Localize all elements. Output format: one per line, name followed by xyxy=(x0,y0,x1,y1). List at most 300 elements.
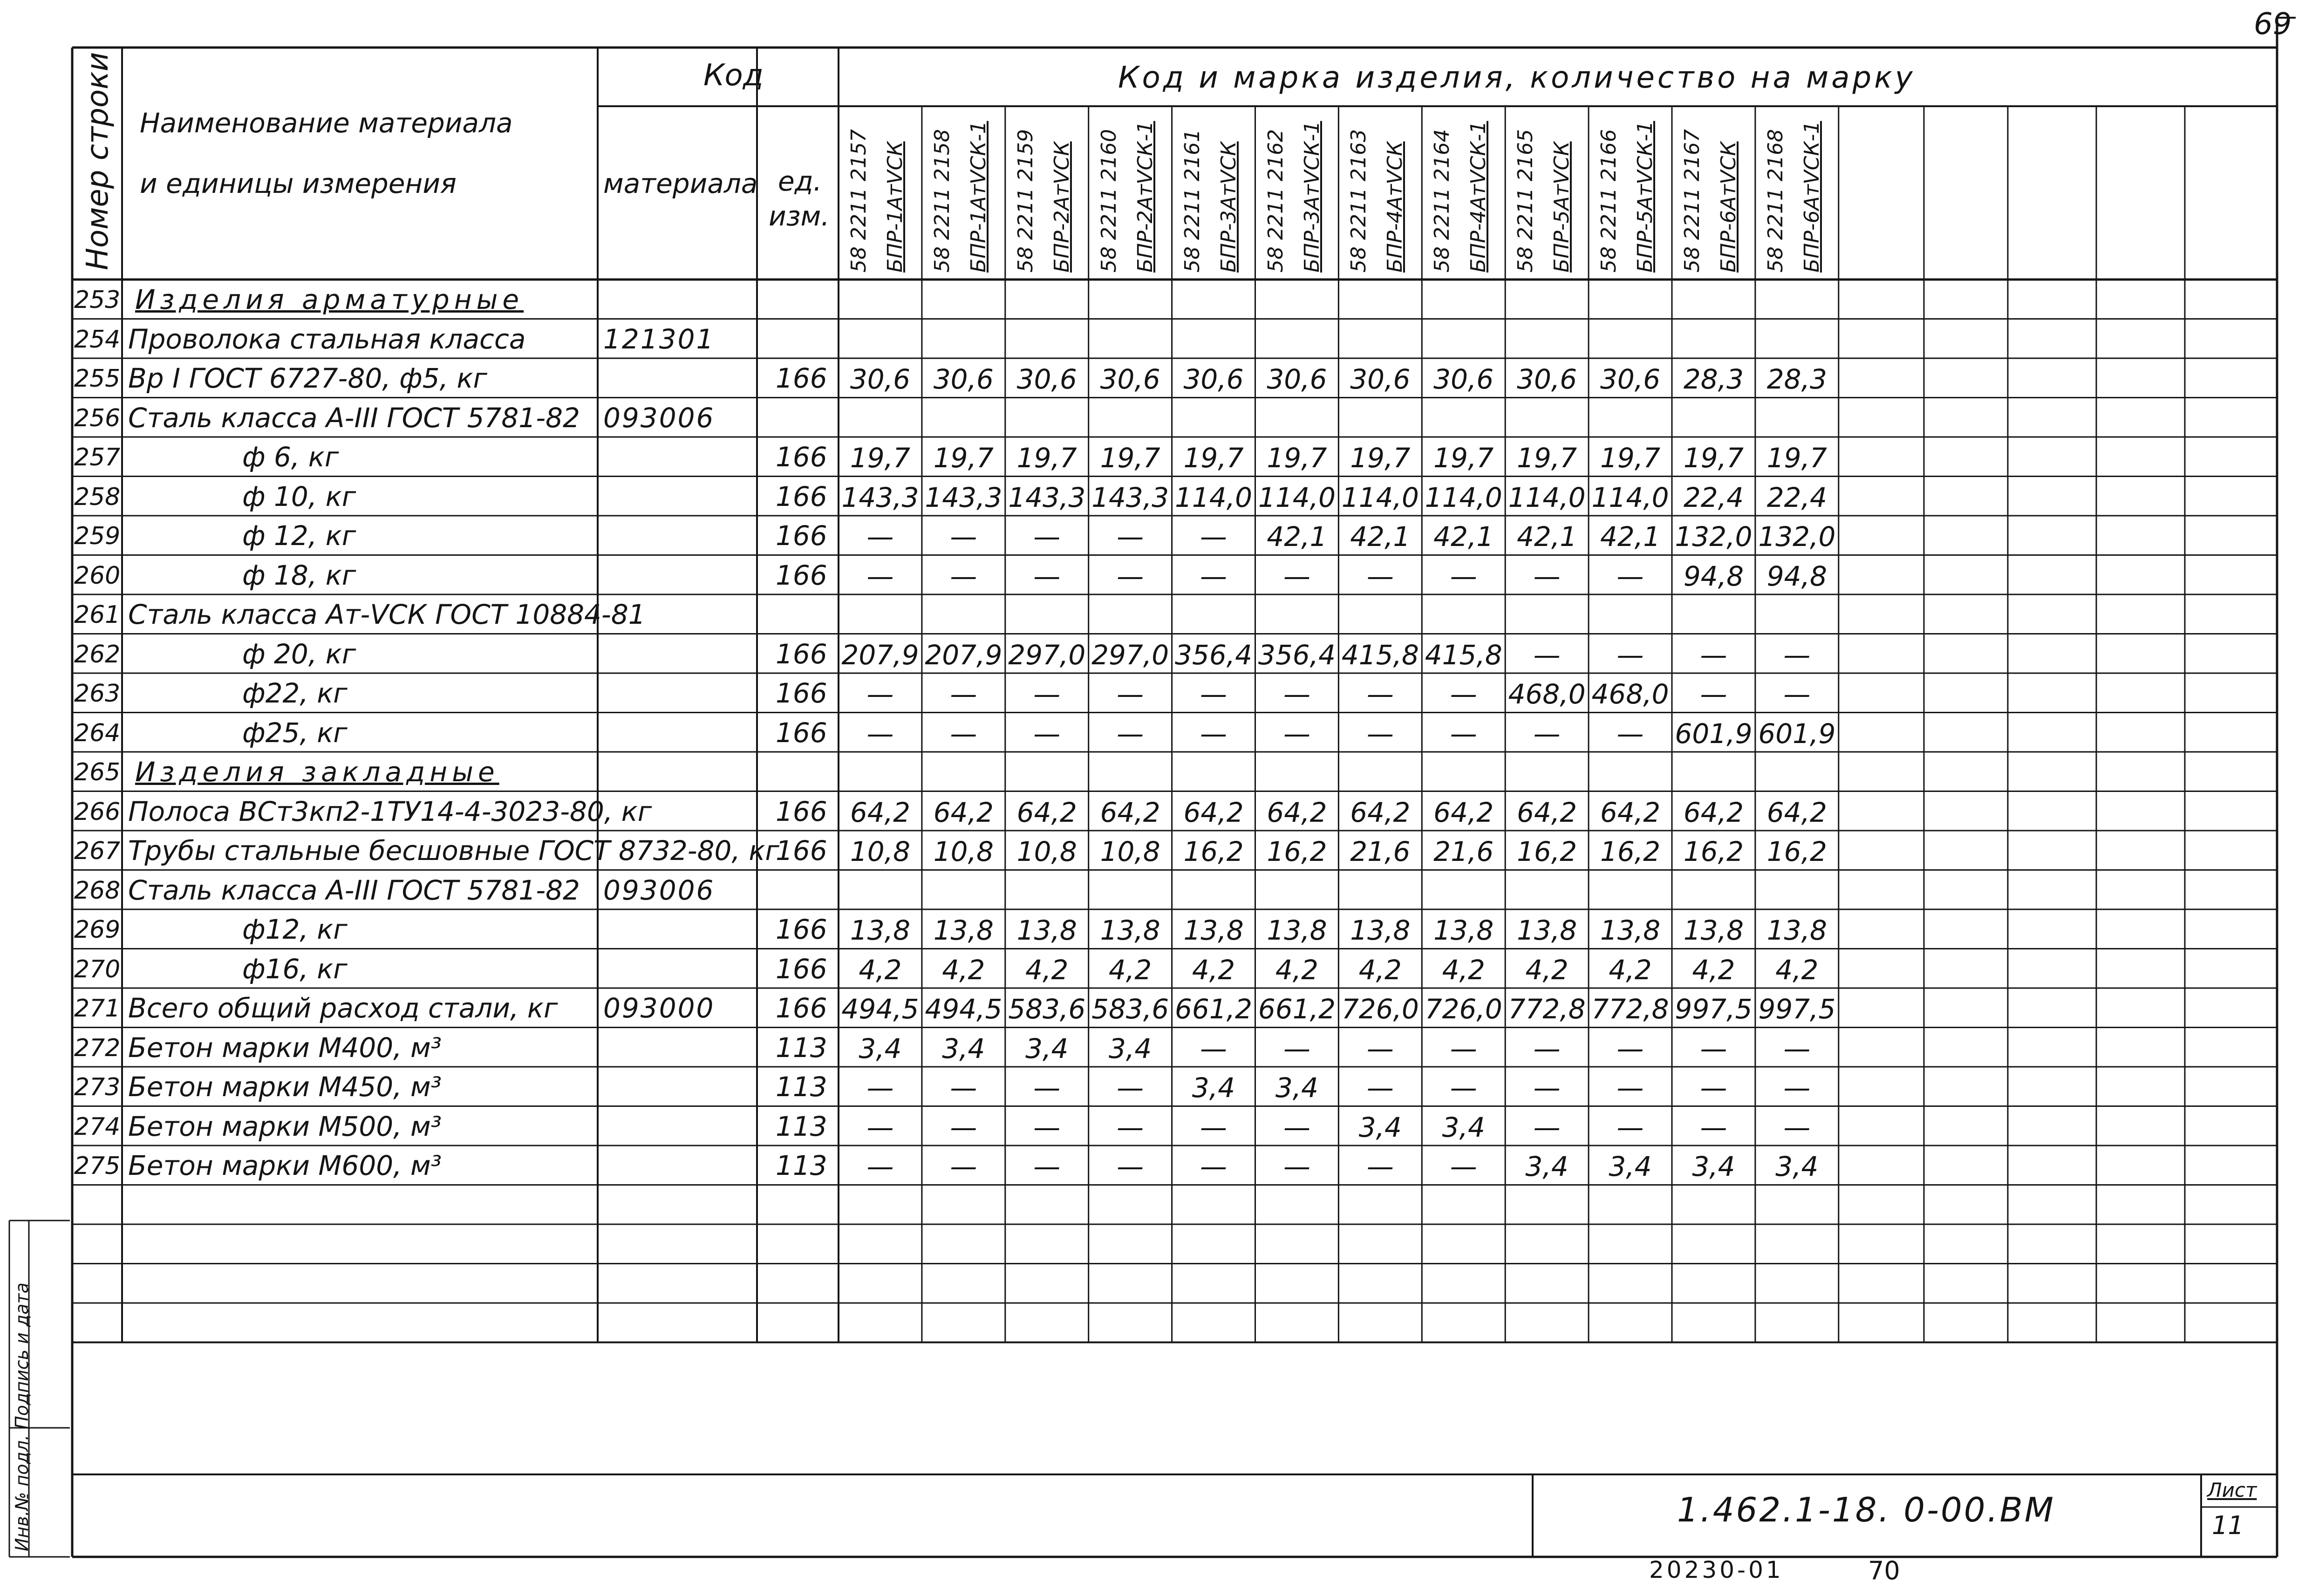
value-cell: — xyxy=(1700,678,1727,710)
sheet-label: Лист xyxy=(2207,1479,2257,1501)
value-cell: 143,3 xyxy=(1008,481,1086,513)
name-header-line-1: Наименование материала xyxy=(140,107,513,139)
value-cell: 16,2 xyxy=(1766,836,1827,867)
value-cell: 468,0 xyxy=(1591,678,1669,710)
value-cell: 13,8 xyxy=(1183,914,1244,946)
value-cell: 16,2 xyxy=(1683,836,1744,867)
value-cell: — xyxy=(1117,717,1144,750)
value-cell: 132,0 xyxy=(1758,521,1836,552)
material-name: ф 12, кг xyxy=(242,520,356,552)
value-cell: 19,7 xyxy=(1183,442,1244,474)
material-name: ф 10, кг xyxy=(242,480,356,512)
marks-group-header: Код и марка изделия, количество на марку xyxy=(1118,61,1916,95)
value-cell: 30,6 xyxy=(1350,363,1411,395)
value-cell: 3,4 xyxy=(1358,1111,1402,1143)
value-cell: — xyxy=(1033,1111,1061,1143)
value-cell: 22,4 xyxy=(1766,481,1827,513)
value-cell: 64,2 xyxy=(1350,796,1411,828)
value-cell: 13,8 xyxy=(1517,914,1577,946)
value-cell: — xyxy=(866,678,894,710)
column-mark: БПР-4АтVСК-1 xyxy=(1466,121,1491,273)
value-cell: — xyxy=(950,678,977,710)
value-cell: 42,1 xyxy=(1600,521,1661,552)
value-cell: — xyxy=(1366,1151,1394,1182)
value-cell: 10,8 xyxy=(1100,836,1160,867)
value-cell: — xyxy=(950,521,977,552)
table-row xyxy=(0,319,2305,359)
value-cell: 13,8 xyxy=(1683,914,1744,946)
value-cell: — xyxy=(1533,639,1561,671)
value-cell: 3,4 xyxy=(1442,1111,1485,1143)
value-cell: — xyxy=(1283,717,1310,750)
table-row xyxy=(0,437,2305,477)
value-cell: 30,6 xyxy=(1600,363,1661,395)
value-cell: 4,2 xyxy=(1109,954,1152,986)
value-cell: 3,4 xyxy=(1609,1151,1652,1182)
material-code-header: материала xyxy=(603,168,758,199)
row-number: 265 xyxy=(74,758,121,786)
code-group-header: Код xyxy=(703,58,764,93)
value-cell: 114,0 xyxy=(1425,481,1502,513)
row-number: 274 xyxy=(74,1112,121,1141)
unit-code: 166 xyxy=(776,520,827,552)
table-row xyxy=(0,791,2305,831)
table-row xyxy=(0,949,2305,989)
value-cell: 19,7 xyxy=(1100,442,1160,474)
column-code: 58 2211 2159 xyxy=(1013,129,1037,273)
value-cell: 19,7 xyxy=(1016,442,1077,474)
value-cell: 583,6 xyxy=(1091,993,1169,1025)
value-cell: 3,4 xyxy=(1275,1072,1319,1104)
value-cell: 13,8 xyxy=(1350,914,1411,946)
table-row xyxy=(0,477,2305,516)
value-cell: 21,6 xyxy=(1350,836,1411,867)
value-cell: 726,0 xyxy=(1425,993,1502,1025)
value-cell: — xyxy=(1616,1111,1644,1143)
value-cell: 30,6 xyxy=(1100,363,1160,395)
value-cell: 10,8 xyxy=(1016,836,1077,867)
value-cell: 64,2 xyxy=(1517,796,1577,828)
row-number: 259 xyxy=(74,522,121,550)
material-name: ф22, кг xyxy=(242,677,348,709)
material-name: Полоса ВСт3кп2-1ТУ14-4-3023-80, кг xyxy=(128,795,652,827)
value-cell: — xyxy=(950,1151,977,1182)
value-cell: — xyxy=(1117,1111,1144,1143)
material-name: Сталь класса А-III ГОСТ 5781-82 xyxy=(128,402,580,434)
value-cell: 16,2 xyxy=(1517,836,1577,867)
column-code: 58 2211 2167 xyxy=(1680,129,1704,273)
value-cell: — xyxy=(1783,1111,1811,1143)
value-cell: 13,8 xyxy=(933,914,994,946)
value-cell: 64,2 xyxy=(1600,796,1661,828)
value-cell: 19,7 xyxy=(1433,442,1494,474)
material-name: Изделия закладные xyxy=(135,756,499,788)
unit-code: 113 xyxy=(776,1071,827,1103)
unit-code: 166 xyxy=(776,914,827,945)
value-cell: — xyxy=(1533,1032,1561,1064)
row-number: 267 xyxy=(74,837,121,865)
row-number: 261 xyxy=(74,601,121,629)
value-cell: — xyxy=(866,560,894,592)
value-cell: 114,0 xyxy=(1508,481,1586,513)
row-number: 263 xyxy=(74,680,121,708)
value-cell: — xyxy=(1283,560,1310,592)
table-row xyxy=(0,555,2305,595)
value-cell: 13,8 xyxy=(1433,914,1494,946)
value-cell: 356,4 xyxy=(1258,639,1336,671)
value-cell: 19,7 xyxy=(1350,442,1411,474)
value-cell: — xyxy=(1117,678,1144,710)
material-name: ф 6, кг xyxy=(242,441,339,473)
value-cell: 997,5 xyxy=(1758,993,1836,1025)
value-cell: 30,6 xyxy=(850,363,911,395)
value-cell: 3,4 xyxy=(1025,1032,1069,1064)
material-code: 093006 xyxy=(603,874,715,906)
value-cell: 19,7 xyxy=(1267,442,1327,474)
value-cell: 16,2 xyxy=(1600,836,1661,867)
value-cell: — xyxy=(950,560,977,592)
value-cell: — xyxy=(866,521,894,552)
unit-code: 166 xyxy=(776,795,827,827)
value-cell: 19,7 xyxy=(1683,442,1744,474)
footer-number: 70 xyxy=(1868,1556,1900,1585)
value-cell: 661,2 xyxy=(1175,993,1253,1025)
value-cell: 143,3 xyxy=(841,481,919,513)
value-cell: 28,3 xyxy=(1766,363,1827,395)
value-cell: 207,9 xyxy=(841,639,919,671)
page-number: 69 xyxy=(2254,7,2292,41)
column-code: 58 2211 2160 xyxy=(1097,129,1121,273)
value-cell: — xyxy=(1200,678,1228,710)
unit-code: 166 xyxy=(776,677,827,709)
value-cell: 132,0 xyxy=(1675,521,1753,552)
value-cell: — xyxy=(1366,1032,1394,1064)
value-cell: 4,2 xyxy=(1775,954,1819,986)
value-cell: — xyxy=(1366,1072,1394,1104)
value-cell: — xyxy=(1450,1032,1477,1064)
table-row xyxy=(0,1146,2305,1185)
material-name: ф25, кг xyxy=(242,716,348,749)
table-row xyxy=(0,1028,2305,1067)
value-cell: 64,2 xyxy=(1766,796,1827,828)
material-name: Бетон марки М500, м³ xyxy=(128,1110,442,1142)
value-cell: — xyxy=(866,717,894,750)
value-cell: — xyxy=(1117,560,1144,592)
value-cell: 64,2 xyxy=(1183,796,1244,828)
value-cell: 30,6 xyxy=(1433,363,1494,395)
value-cell: — xyxy=(866,1151,894,1182)
value-cell: — xyxy=(1033,521,1061,552)
value-cell: 30,6 xyxy=(1183,363,1244,395)
value-cell: 772,8 xyxy=(1508,993,1586,1025)
value-cell: — xyxy=(1700,1032,1727,1064)
value-cell: — xyxy=(1616,1072,1644,1104)
row-number: 268 xyxy=(74,876,121,905)
value-cell: — xyxy=(1283,678,1310,710)
value-cell: — xyxy=(1200,560,1228,592)
value-cell: 143,3 xyxy=(925,481,1002,513)
value-cell: 3,4 xyxy=(1692,1151,1735,1182)
value-cell: 4,2 xyxy=(1442,954,1485,986)
value-cell: 3,4 xyxy=(1192,1072,1235,1104)
value-cell: — xyxy=(1700,1111,1727,1143)
row-number: 258 xyxy=(74,483,121,511)
value-cell: 4,2 xyxy=(1025,954,1069,986)
value-cell: 64,2 xyxy=(1683,796,1744,828)
value-cell: — xyxy=(1450,1072,1477,1104)
value-cell: 13,8 xyxy=(1267,914,1327,946)
value-cell: 356,4 xyxy=(1175,639,1253,671)
column-code: 58 2211 2162 xyxy=(1263,129,1288,273)
value-cell: 114,0 xyxy=(1258,481,1336,513)
material-name: Сталь класса А-III ГОСТ 5781-82 xyxy=(128,874,580,906)
value-cell: — xyxy=(1117,521,1144,552)
unit-code: 166 xyxy=(776,559,827,591)
value-cell: 997,5 xyxy=(1675,993,1753,1025)
row-number: 260 xyxy=(74,561,121,590)
table-row xyxy=(0,673,2305,713)
material-name: Бетон марки М400, м³ xyxy=(128,1031,442,1064)
value-cell: — xyxy=(1450,560,1477,592)
value-cell: 94,8 xyxy=(1683,560,1744,592)
value-cell: — xyxy=(950,1111,977,1143)
value-cell: 114,0 xyxy=(1175,481,1253,513)
value-cell: — xyxy=(1366,678,1394,710)
material-name: Всего общий расход стали, кг xyxy=(128,992,558,1024)
value-cell: — xyxy=(1700,639,1727,671)
value-cell: — xyxy=(1366,560,1394,592)
unit-code: 166 xyxy=(776,480,827,512)
sheet-number: 11 xyxy=(2212,1511,2244,1540)
table-row xyxy=(0,870,2305,910)
value-cell: — xyxy=(1616,560,1644,592)
document-code: 1.462.1-18. 0-00.ВМ xyxy=(1677,1490,2055,1529)
value-cell: — xyxy=(1033,1072,1061,1104)
column-code: 58 2211 2165 xyxy=(1514,129,1538,273)
value-cell: 4,2 xyxy=(1525,954,1568,986)
value-cell: 661,2 xyxy=(1258,993,1336,1025)
value-cell: 13,8 xyxy=(1100,914,1160,946)
row-number: 264 xyxy=(74,719,121,747)
value-cell: 207,9 xyxy=(925,639,1002,671)
value-cell: — xyxy=(1283,1111,1310,1143)
value-cell: 415,8 xyxy=(1341,639,1419,671)
material-name: Бетон марки М450, м³ xyxy=(128,1071,442,1103)
column-code: 58 2211 2163 xyxy=(1347,129,1371,273)
value-cell: — xyxy=(1533,1072,1561,1104)
value-cell: — xyxy=(1200,1151,1228,1182)
value-cell: — xyxy=(1783,1032,1811,1064)
column-mark: БПР-6АтVСК-1 xyxy=(1800,121,1824,273)
material-name: Проволока стальная класса xyxy=(128,323,526,355)
value-cell: 494,5 xyxy=(925,993,1002,1025)
value-cell: 30,6 xyxy=(1267,363,1327,395)
value-cell: 4,2 xyxy=(1609,954,1652,986)
row-number: 266 xyxy=(74,798,121,826)
value-cell: 4,2 xyxy=(1358,954,1402,986)
unit-header-line-2: изм. xyxy=(769,200,830,232)
value-cell: — xyxy=(1283,1032,1310,1064)
value-cell: — xyxy=(950,717,977,750)
value-cell: 16,2 xyxy=(1267,836,1327,867)
name-header-line-2: и единицы измерения xyxy=(140,168,457,199)
value-cell: — xyxy=(1616,717,1644,750)
table-row xyxy=(0,988,2305,1028)
value-cell: — xyxy=(1783,639,1811,671)
value-cell: 64,2 xyxy=(1433,796,1494,828)
unit-code: 166 xyxy=(776,362,827,394)
value-cell: 30,6 xyxy=(1517,363,1577,395)
column-code: 58 2211 2168 xyxy=(1763,129,1787,273)
value-cell: — xyxy=(1533,560,1561,592)
value-cell: — xyxy=(1450,678,1477,710)
value-cell: 13,8 xyxy=(1600,914,1661,946)
unit-code: 166 xyxy=(776,441,827,473)
value-cell: 3,4 xyxy=(1109,1032,1152,1064)
value-cell: 64,2 xyxy=(1100,796,1160,828)
value-cell: — xyxy=(1117,1072,1144,1104)
value-cell: 19,7 xyxy=(850,442,911,474)
column-code: 58 2211 2164 xyxy=(1430,129,1454,273)
value-cell: — xyxy=(1283,1151,1310,1182)
value-cell: — xyxy=(950,1072,977,1104)
material-name: ф16, кг xyxy=(242,953,348,985)
value-cell: — xyxy=(1533,1111,1561,1143)
value-cell: — xyxy=(1366,717,1394,750)
column-mark: БПР-6АтVСК xyxy=(1717,141,1740,273)
value-cell: 3,4 xyxy=(942,1032,985,1064)
material-name: ф 20, кг xyxy=(242,638,356,670)
value-cell: 4,2 xyxy=(942,954,985,986)
value-cell: 4,2 xyxy=(1275,954,1319,986)
unit-code: 113 xyxy=(776,1110,827,1142)
value-cell: — xyxy=(1200,717,1228,750)
value-cell: 64,2 xyxy=(1267,796,1327,828)
value-cell: 13,8 xyxy=(1766,914,1827,946)
material-name: Сталь класса Ат-VСК ГОСТ 10884-81 xyxy=(128,599,646,630)
value-cell: 601,9 xyxy=(1758,717,1836,750)
value-cell: 42,1 xyxy=(1433,521,1494,552)
unit-code: 166 xyxy=(776,835,827,866)
footer-code: 20230-01 xyxy=(1649,1556,1784,1583)
column-mark: БПР-1АтVСК xyxy=(883,141,907,273)
column-code: 58 2211 2161 xyxy=(1180,129,1204,273)
material-name: Изделия арматурные xyxy=(135,284,524,315)
row-number: 262 xyxy=(74,640,121,668)
column-mark: БПР-2АтVСК-1 xyxy=(1133,121,1157,273)
table-row xyxy=(0,516,2305,555)
value-cell: 297,0 xyxy=(1091,639,1169,671)
value-cell: 3,4 xyxy=(859,1032,902,1064)
value-cell: — xyxy=(1200,521,1228,552)
value-cell: — xyxy=(1033,1151,1061,1182)
unit-header-line-1: ед. xyxy=(778,165,822,197)
value-cell: 28,3 xyxy=(1683,363,1744,395)
value-cell: — xyxy=(1200,1111,1228,1143)
material-code: 093006 xyxy=(603,402,715,434)
row-number-header: Номер строки xyxy=(81,52,115,270)
value-cell: 30,6 xyxy=(933,363,994,395)
value-cell: 42,1 xyxy=(1267,521,1327,552)
material-name: ф 18, кг xyxy=(242,559,356,591)
value-cell: 415,8 xyxy=(1425,639,1502,671)
value-cell: — xyxy=(1033,717,1061,750)
row-number: 257 xyxy=(74,443,121,471)
row-number: 270 xyxy=(74,955,121,983)
value-cell: 19,7 xyxy=(1600,442,1661,474)
value-cell: 772,8 xyxy=(1591,993,1669,1025)
value-cell: 64,2 xyxy=(1016,796,1077,828)
value-cell: 10,8 xyxy=(850,836,911,867)
table-row xyxy=(0,398,2305,437)
value-cell: 601,9 xyxy=(1675,717,1753,750)
table-row xyxy=(0,752,2305,791)
value-cell: — xyxy=(1033,678,1061,710)
material-name: ф12, кг xyxy=(242,914,348,945)
value-cell: 4,2 xyxy=(1192,954,1235,986)
value-cell: 3,4 xyxy=(1525,1151,1568,1182)
column-mark: БПР-4АтVСК xyxy=(1383,141,1407,273)
value-cell: 4,2 xyxy=(1692,954,1735,986)
value-cell: 143,3 xyxy=(1091,481,1169,513)
value-cell: 19,7 xyxy=(1517,442,1577,474)
value-cell: — xyxy=(1533,717,1561,750)
value-cell: 19,7 xyxy=(933,442,994,474)
column-mark: БПР-1АтVСК-1 xyxy=(966,121,990,273)
table-row xyxy=(0,1067,2305,1106)
column-code: 58 2211 2158 xyxy=(930,129,954,273)
column-mark: БПР-5АтVСК-1 xyxy=(1633,121,1657,273)
column-mark: БПР-5АтVСК xyxy=(1550,141,1574,273)
value-cell: 3,4 xyxy=(1775,1151,1819,1182)
value-cell: — xyxy=(1200,1032,1228,1064)
material-code: 121301 xyxy=(603,323,715,355)
column-mark: БПР-3АтVСК xyxy=(1216,141,1241,273)
column-code: 58 2211 2166 xyxy=(1597,129,1621,273)
value-cell: 16,2 xyxy=(1183,836,1244,867)
value-cell: — xyxy=(1033,560,1061,592)
table-row xyxy=(0,909,2305,949)
table-row xyxy=(0,634,2305,674)
value-cell: 583,6 xyxy=(1008,993,1086,1025)
value-cell: — xyxy=(866,1111,894,1143)
value-cell: — xyxy=(1783,1072,1811,1104)
table-row xyxy=(0,280,2305,319)
unit-code: 113 xyxy=(776,1150,827,1181)
value-cell: 494,5 xyxy=(841,993,919,1025)
value-cell: — xyxy=(866,1072,894,1104)
table-row xyxy=(0,1106,2305,1146)
value-cell: 13,8 xyxy=(1016,914,1077,946)
row-number: 269 xyxy=(74,916,121,944)
value-cell: 42,1 xyxy=(1350,521,1411,552)
table-row xyxy=(0,831,2305,870)
column-mark: БПР-3АтVСК-1 xyxy=(1300,121,1324,273)
row-number: 254 xyxy=(74,325,121,354)
row-number: 272 xyxy=(74,1034,121,1062)
value-cell: 726,0 xyxy=(1341,993,1419,1025)
column-mark: БПР-2АтVСК xyxy=(1050,141,1074,273)
unit-code: 166 xyxy=(776,716,827,749)
table-row xyxy=(0,594,2305,634)
material-code: 093000 xyxy=(603,992,715,1024)
value-cell: 4,2 xyxy=(859,954,902,986)
value-cell: 22,4 xyxy=(1683,481,1744,513)
value-cell: 468,0 xyxy=(1508,678,1586,710)
table-row xyxy=(0,713,2305,752)
row-number: 275 xyxy=(74,1152,121,1180)
value-cell: — xyxy=(1783,678,1811,710)
